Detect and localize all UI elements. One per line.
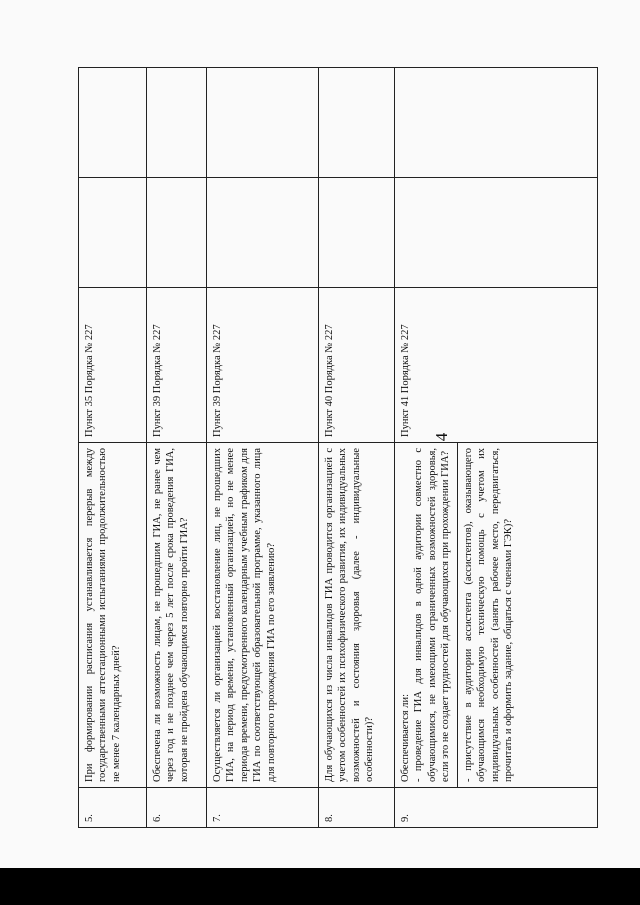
table-row: [207, 68, 319, 828]
table-row: [319, 68, 395, 828]
row-number: 6.: [147, 788, 207, 828]
question-intro: Обеспечивается ли:: [400, 693, 411, 782]
note-cell: [207, 68, 319, 178]
table-row: [147, 68, 207, 828]
question-cell: Осуществляется ли организацией восстановление лиц, не прошедших ГИА, на период времени, установленный организацией, но не менее периода времени, предусмотренного календарным учебным графиком для ГИА по соответствующей образовательной программе, указанного лица для повторного прохождения ГИА по его заявлению?: [207, 443, 319, 788]
note-cell: [319, 68, 395, 178]
reference-cell: Пункт 41 Порядка № 227: [395, 288, 598, 443]
row-number: 9.: [395, 788, 598, 828]
question-cell: При формировании расписания устанавливается перерыв между государственными аттестационными испытаниями продолжительностью не менее 7 календарных дней?: [79, 443, 147, 788]
table-row: [79, 68, 147, 828]
scan-bottom-edge: [0, 868, 640, 905]
note-cell: [147, 68, 207, 178]
answer-cell: [319, 178, 395, 288]
answer-cell: [395, 178, 598, 288]
row-number: 7.: [207, 788, 319, 828]
question-sub-item: - присутствие в аудитории ассистента (ассистентов), оказывающего обучающимся необходимую техническую помощь с учетом их индивидуальных особенностей (занять рабочее место, передвигаться, прочитать и оформить задание, общаться с членами ГЭК)?: [457, 443, 516, 787]
checklist-table-wrapper: [78, 68, 598, 828]
reference-cell: Пункт 40 Порядка № 227: [319, 288, 395, 443]
row-number: 5.: [79, 788, 147, 828]
row-number: 8.: [319, 788, 395, 828]
page-number: 4: [432, 432, 451, 442]
reference-cell: Пункт 39 Порядка № 227: [207, 288, 319, 443]
answer-cell: [79, 178, 147, 288]
question-cell: Для обучающихся из числа инвалидов ГИА проводится организацией с учетом особенностей их психофизического развития, их индивидуальных возможностей и состояния здоровья (далее - индивидуальные особенности)?: [319, 443, 395, 788]
question-cell: [395, 443, 598, 788]
reference-cell: Пункт 35 Порядка № 227: [79, 288, 147, 443]
reference-cell: Пункт 39 Порядка № 227: [147, 288, 207, 443]
answer-cell: [207, 178, 319, 288]
question-sub-item: - проведение ГИА для инвалидов в одной аудитории совместно с обучающимися, не имеющими ограниченных возможностей здоровья, если это не создает трудностей для обучающихся при прохождении ГИА?: [413, 448, 452, 782]
question-cell: Обеспечена ли возможность лицам, не прошедшим ГИА, не ранее чем через год и не позднее чем через 5 лет после срока проведения ГИА, которая не пройдена обучающимся повторно пройти ГИА?: [147, 443, 207, 788]
answer-cell: [147, 178, 207, 288]
note-cell: [79, 68, 147, 178]
table-row: [395, 68, 598, 828]
checklist-table: [78, 67, 598, 828]
note-cell: [395, 68, 598, 178]
